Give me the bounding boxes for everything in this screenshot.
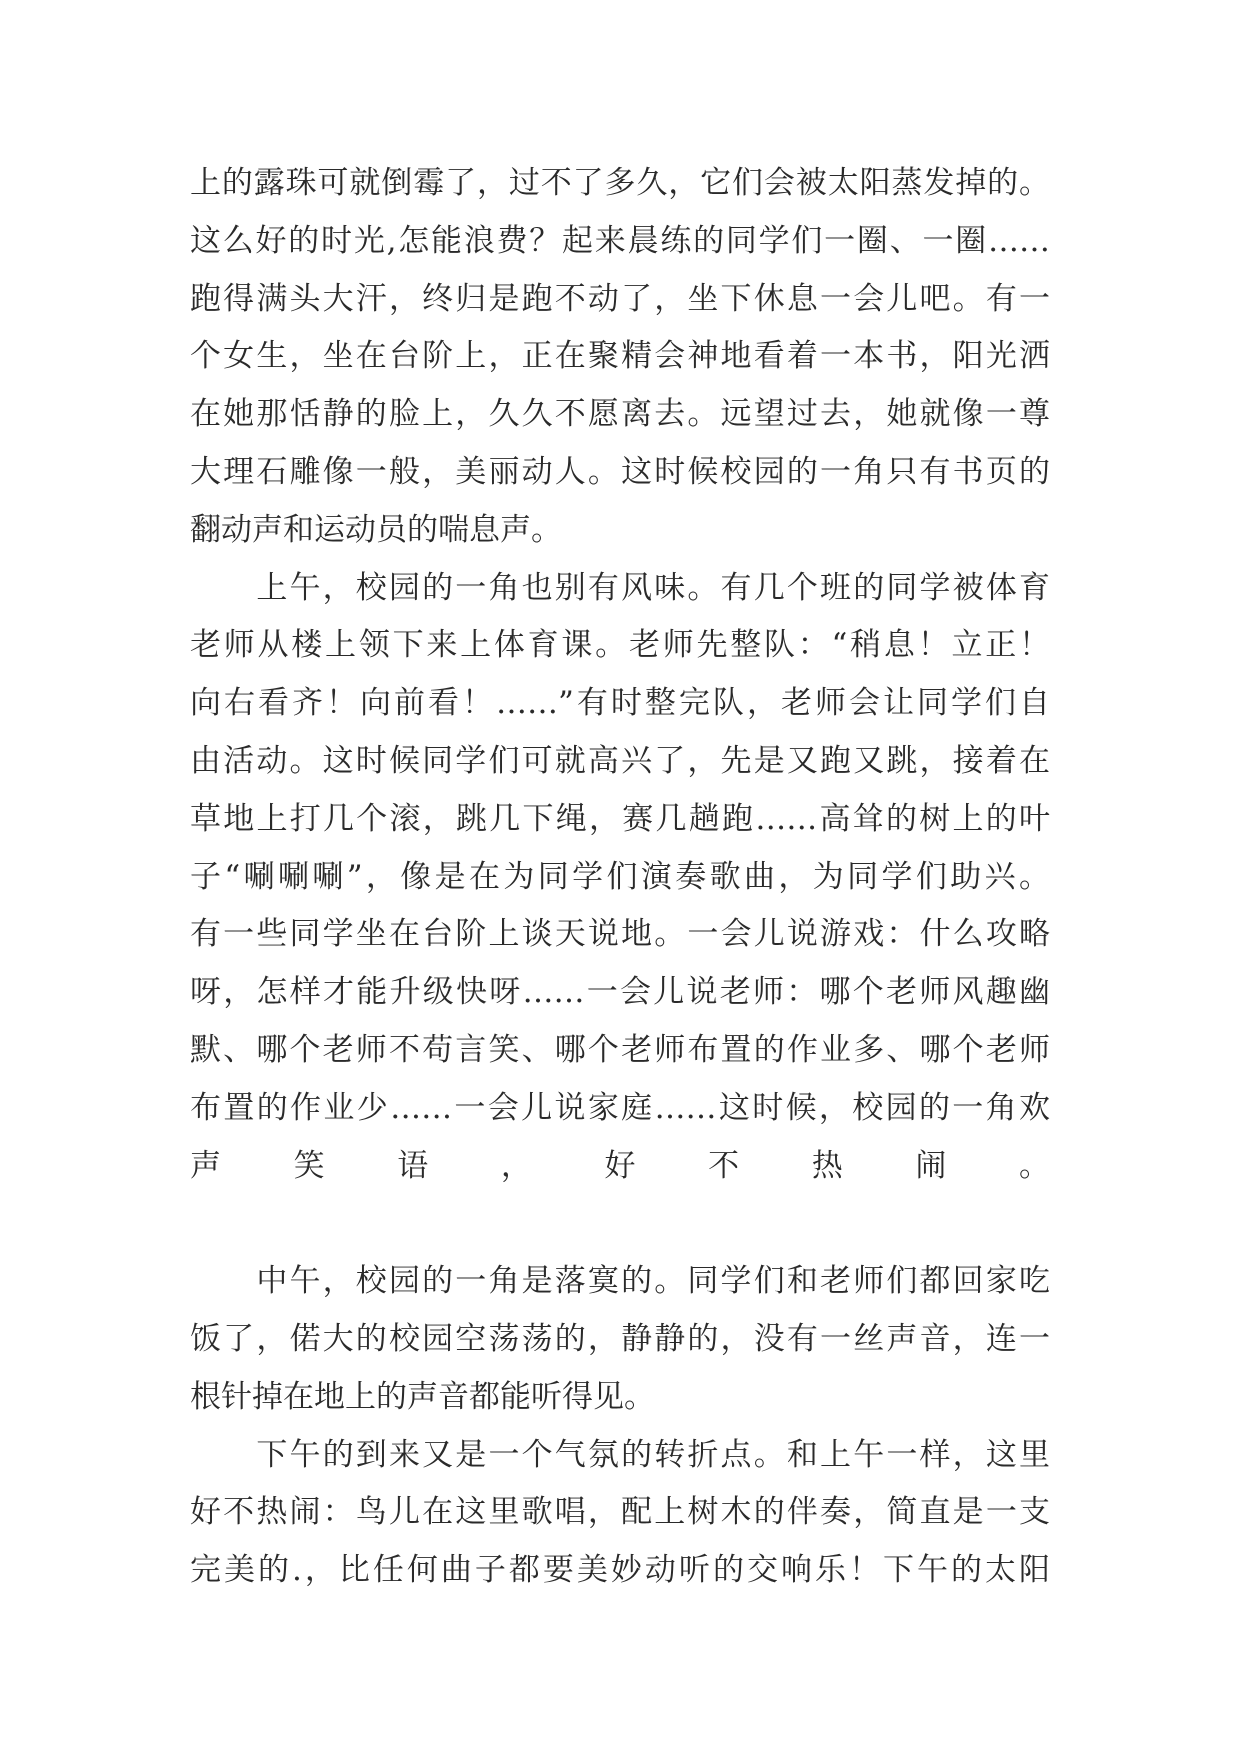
text-line: 完美的.，比任何曲子都要美妙动听的交响乐！下午的太阳 — [190, 1552, 1050, 1589]
text-line: 草地上打几个滚，跳几下绳，赛几趟跑……高耸的树上的叶 — [190, 800, 1050, 837]
paragraph — [190, 1253, 1050, 1426]
text-line: 在她那恬静的脸上，久久不愿离去。远望过去，她就像一尊 — [190, 396, 1050, 433]
text-line: 有一些同学坐在台阶上谈天说地。一会儿说游戏：什么攻略 — [190, 916, 1050, 953]
text-line: 饭了，偌大的校园空荡荡的，静静的，没有一丝声音，连一 — [190, 1320, 1050, 1357]
text-line: 跑得满头大汗，终归是跑不动了，坐下休息一会儿吧。有一 — [190, 280, 1050, 317]
text-line: 由活动。这时候同学们可就高兴了，先是又跑又跳，接着在 — [190, 742, 1050, 779]
text-line: 大理石雕像一般，美丽动人。这时候校园的一角只有书页的 — [190, 453, 1050, 490]
text-line: 好不热闹：鸟儿在这里歌唱，配上树木的伴奏，简直是一支 — [190, 1494, 1050, 1531]
text-line: 默、哪个老师不苟言笑、哪个老师布置的作业多、哪个老师 — [190, 1031, 1050, 1068]
text-line: 这么好的时光,怎能浪费？起来晨练的同学们一圈、一圈…… — [190, 222, 1050, 259]
text-line: 中午，校园的一角是落寞的。同学们和老师们都回家吃 — [190, 1263, 1050, 1300]
paragraph — [190, 155, 1050, 560]
text-line: 上午，校园的一角也别有风味。有几个班的同学被体育 — [190, 569, 1050, 606]
text-line: 向右看齐！向前看！……”有时整完队，老师会让同学们自 — [190, 685, 1050, 722]
essay-body — [190, 155, 1050, 1600]
text-line: 呀，怎样才能升级快呀……一会儿说老师：哪个老师风趣幽 — [190, 974, 1050, 1011]
text-line: 下午的到来又是一个气氛的转折点。和上午一样，这里 — [190, 1436, 1050, 1473]
text-line — [190, 1195, 1050, 1253]
text-line: 上的露珠可就倒霉了，过不了多久，它们会被太阳蒸发掉的。 — [190, 165, 1050, 201]
text-line: 根针掉在地上的声音都能听得见。 — [190, 1378, 655, 1415]
paragraph — [190, 1427, 1050, 1600]
text-line: 翻动声和运动员的喘息声。 — [190, 511, 562, 548]
text-line: 声笑语，好不热闹。 — [190, 1147, 1050, 1184]
paragraph — [190, 560, 1050, 1254]
text-line: 老师从楼上领下来上体育课。老师先整队：“稍息！立正！ — [190, 627, 1050, 664]
text-line: 子“唰唰唰”，像是在为同学们演奏歌曲，为同学们助兴。 — [190, 858, 1050, 895]
text-line: 布置的作业少……一会儿说家庭……这时候，校园的一角欢 — [190, 1089, 1050, 1126]
text-line: 个女生，坐在台阶上，正在聚精会神地看着一本书，阳光洒 — [190, 338, 1050, 375]
